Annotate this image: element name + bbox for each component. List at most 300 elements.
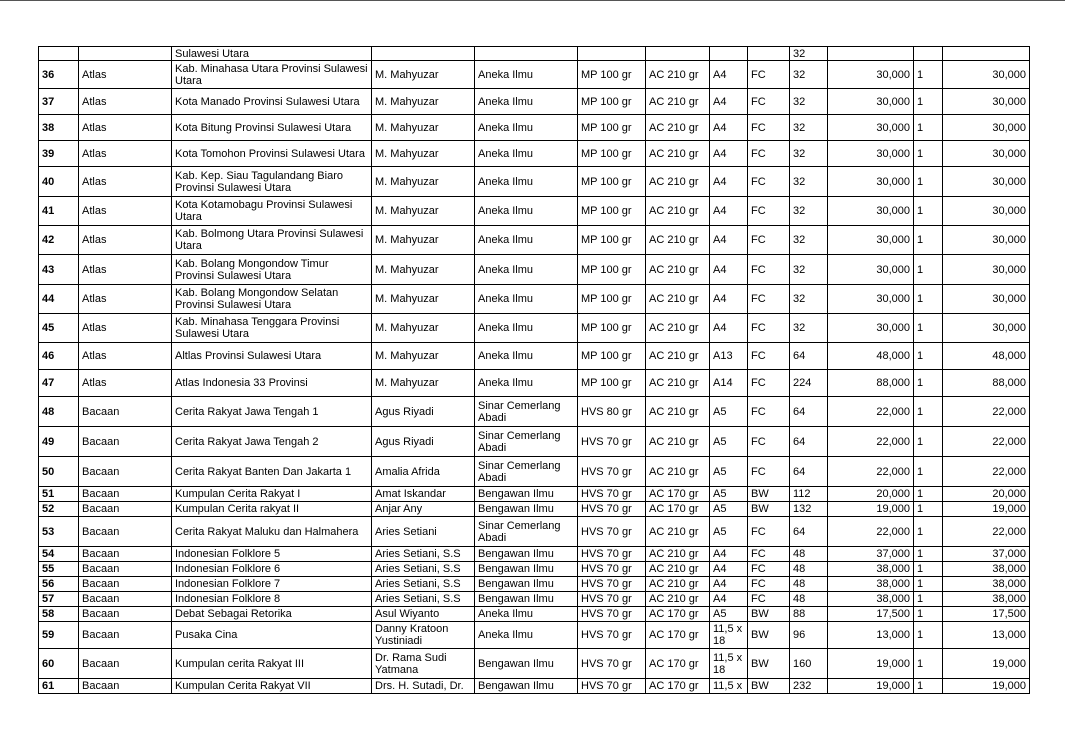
cell-qty: 1 <box>914 314 943 343</box>
book-catalog-table <box>38 46 1030 694</box>
cell-judul: Kab. Minahasa Utara Provinsi Sulawesi Utara <box>172 61 372 89</box>
cell-total: 38,000 <box>943 577 1030 592</box>
cell-harga: 30,000 <box>828 61 914 89</box>
cell-kategori: Bacaan <box>79 577 172 592</box>
cell-ukuran: A5 <box>710 517 748 547</box>
cell-ukuran: A4 <box>710 285 748 314</box>
table-row <box>39 502 1030 517</box>
cell-kategori: Bacaan <box>79 562 172 577</box>
cell-harga: 22,000 <box>828 517 914 547</box>
cell-judul: Cerita Rakyat Banten Dan Jakarta 1 <box>172 457 372 487</box>
cell-cover: AC 210 gr <box>646 517 710 547</box>
table-row <box>39 314 1030 343</box>
cell-harga: 22,000 <box>828 397 914 427</box>
cell-no: 37 <box>39 89 79 115</box>
cell-qty: 1 <box>914 167 943 197</box>
cell-no: 36 <box>39 61 79 89</box>
cell-cover <box>646 47 710 61</box>
cell-ukuran: A4 <box>710 314 748 343</box>
cell-kategori: Bacaan <box>79 607 172 622</box>
cell-ukuran: A4 <box>710 197 748 226</box>
cell-penerbit: Bengawan Ilmu <box>475 577 578 592</box>
cell-no: 54 <box>39 547 79 562</box>
cell-ukuran: A5 <box>710 427 748 457</box>
cell-harga <box>828 47 914 61</box>
cell-total: 22,000 <box>943 397 1030 427</box>
cell-isi: HVS 70 gr <box>578 547 646 562</box>
cell-qty: 1 <box>914 622 943 649</box>
cell-cover: AC 210 gr <box>646 427 710 457</box>
cell-isi: MP 100 gr <box>578 314 646 343</box>
cell-judul: Kota Bitung Provinsi Sulawesi Utara <box>172 115 372 141</box>
cell-harga: 22,000 <box>828 457 914 487</box>
cell-total: 88,000 <box>943 370 1030 397</box>
cell-total: 30,000 <box>943 89 1030 115</box>
cell-kategori: Bacaan <box>79 592 172 607</box>
cell-harga: 13,000 <box>828 622 914 649</box>
cell-total: 22,000 <box>943 517 1030 547</box>
table-row <box>39 607 1030 622</box>
cell-hal: 48 <box>790 592 828 607</box>
cell-pengarang: Amat Iskandar <box>372 487 475 502</box>
cell-no: 58 <box>39 607 79 622</box>
cell-kategori: Atlas <box>79 226 172 255</box>
cell-total: 19,000 <box>943 679 1030 694</box>
cell-warna: FC <box>748 592 790 607</box>
cell-pengarang: M. Mahyuzar <box>372 343 475 370</box>
cell-isi: MP 100 gr <box>578 370 646 397</box>
cell-total: 30,000 <box>943 314 1030 343</box>
cell-kategori: Bacaan <box>79 397 172 427</box>
cell-cover: AC 210 gr <box>646 577 710 592</box>
cell-kategori: Atlas <box>79 115 172 141</box>
cell-penerbit: Bengawan Ilmu <box>475 487 578 502</box>
cell-warna: FC <box>748 197 790 226</box>
cell-ukuran: A5 <box>710 397 748 427</box>
cell-kategori: Atlas <box>79 197 172 226</box>
cell-judul: Debat Sebagai Retorika <box>172 607 372 622</box>
cell-harga: 30,000 <box>828 89 914 115</box>
cell-kategori: Bacaan <box>79 679 172 694</box>
table-row <box>39 343 1030 370</box>
cell-ukuran: A4 <box>710 255 748 285</box>
cell-qty: 1 <box>914 343 943 370</box>
cell-total: 17,500 <box>943 607 1030 622</box>
cell-cover: AC 210 gr <box>646 89 710 115</box>
cell-harga: 17,500 <box>828 607 914 622</box>
cell-no: 46 <box>39 343 79 370</box>
cell-penerbit: Aneka Ilmu <box>475 61 578 89</box>
cell-judul: Sulawesi Utara <box>172 47 372 61</box>
cell-judul: Kab. Minahasa Tenggara Provinsi Sulawesi Utara <box>172 314 372 343</box>
cell-isi: HVS 70 gr <box>578 622 646 649</box>
cell-harga: 30,000 <box>828 226 914 255</box>
cell-ukuran: A4 <box>710 61 748 89</box>
table-row <box>39 397 1030 427</box>
cell-pengarang: M. Mahyuzar <box>372 167 475 197</box>
cell-hal: 32 <box>790 115 828 141</box>
cell-cover: AC 210 gr <box>646 592 710 607</box>
cell-total: 30,000 <box>943 255 1030 285</box>
cell-qty: 1 <box>914 61 943 89</box>
cell-pengarang: M. Mahyuzar <box>372 115 475 141</box>
cell-pengarang: Dr. Rama Sudi Yatmana <box>372 649 475 679</box>
cell-ukuran: 11,5 x 18 <box>710 622 748 649</box>
cell-penerbit: Bengawan Ilmu <box>475 649 578 679</box>
cell-total: 30,000 <box>943 285 1030 314</box>
cell-warna: FC <box>748 141 790 167</box>
cell-kategori: Atlas <box>79 61 172 89</box>
cell-ukuran: A4 <box>710 226 748 255</box>
cell-penerbit: Sinar Cemerlang Abadi <box>475 457 578 487</box>
cell-no: 38 <box>39 115 79 141</box>
cell-warna: FC <box>748 370 790 397</box>
cell-isi: HVS 70 gr <box>578 457 646 487</box>
cell-penerbit: Aneka Ilmu <box>475 89 578 115</box>
cell-cover: AC 170 gr <box>646 679 710 694</box>
cell-cover: AC 210 gr <box>646 562 710 577</box>
cell-harga: 19,000 <box>828 649 914 679</box>
cell-ukuran: 11,5 x <box>710 679 748 694</box>
cell-hal: 64 <box>790 427 828 457</box>
cell-penerbit: Bengawan Ilmu <box>475 547 578 562</box>
cell-isi: HVS 80 gr <box>578 397 646 427</box>
cell-kategori: Atlas <box>79 314 172 343</box>
cell-no: 52 <box>39 502 79 517</box>
cell-no: 42 <box>39 226 79 255</box>
page-top-border <box>0 0 1065 1</box>
cell-ukuran: A4 <box>710 115 748 141</box>
cell-no: 43 <box>39 255 79 285</box>
cell-ukuran: A4 <box>710 167 748 197</box>
table-row <box>39 285 1030 314</box>
cell-qty <box>914 47 943 61</box>
cell-pengarang: M. Mahyuzar <box>372 226 475 255</box>
cell-pengarang: Aries Setiani, S.S <box>372 562 475 577</box>
cell-cover: AC 170 gr <box>646 649 710 679</box>
cell-no: 59 <box>39 622 79 649</box>
cell-penerbit: Aneka Ilmu <box>475 115 578 141</box>
cell-isi: HVS 70 gr <box>578 679 646 694</box>
cell-pengarang: Aries Setiani, S.S <box>372 547 475 562</box>
cell-total: 22,000 <box>943 427 1030 457</box>
cell-kategori: Bacaan <box>79 649 172 679</box>
cell-judul: Kumpulan cerita Rakyat III <box>172 649 372 679</box>
cell-total <box>943 47 1030 61</box>
cell-qty: 1 <box>914 649 943 679</box>
table-body <box>39 47 1030 694</box>
cell-qty: 1 <box>914 487 943 502</box>
cell-cover: AC 210 gr <box>646 255 710 285</box>
cell-judul: Kab. Bolang Mongondow Timur Provinsi Sulawesi Utara <box>172 255 372 285</box>
cell-no: 41 <box>39 197 79 226</box>
cell-isi: MP 100 gr <box>578 115 646 141</box>
cell-isi: MP 100 gr <box>578 285 646 314</box>
cell-harga: 30,000 <box>828 285 914 314</box>
cell-hal: 48 <box>790 577 828 592</box>
cell-ukuran: A4 <box>710 562 748 577</box>
cell-warna: FC <box>748 314 790 343</box>
cell-kategori <box>79 47 172 61</box>
cell-penerbit: Aneka Ilmu <box>475 226 578 255</box>
cell-kategori: Bacaan <box>79 622 172 649</box>
cell-judul: Kab. Bolang Mongondow Selatan Provinsi Sulawesi Utara <box>172 285 372 314</box>
cell-judul: Kab. Kep. Siau Tagulandang Biaro Provinsi Sulawesi Utara <box>172 167 372 197</box>
cell-pengarang: Agus Riyadi <box>372 397 475 427</box>
cell-pengarang: Asul Wiyanto <box>372 607 475 622</box>
cell-qty: 1 <box>914 547 943 562</box>
cell-isi <box>578 47 646 61</box>
cell-isi: MP 100 gr <box>578 167 646 197</box>
cell-kategori: Bacaan <box>79 547 172 562</box>
cell-isi: HVS 70 gr <box>578 427 646 457</box>
cell-warna: FC <box>748 517 790 547</box>
table-row <box>39 547 1030 562</box>
cell-pengarang: Agus Riyadi <box>372 427 475 457</box>
cell-ukuran: A5 <box>710 502 748 517</box>
cell-total: 13,000 <box>943 622 1030 649</box>
cell-harga: 30,000 <box>828 197 914 226</box>
cell-warna: BW <box>748 622 790 649</box>
cell-cover: AC 210 gr <box>646 115 710 141</box>
cell-harga: 38,000 <box>828 562 914 577</box>
table-row <box>39 61 1030 89</box>
cell-total: 48,000 <box>943 343 1030 370</box>
table-row <box>39 562 1030 577</box>
cell-total: 30,000 <box>943 197 1030 226</box>
cell-isi: MP 100 gr <box>578 255 646 285</box>
cell-qty: 1 <box>914 592 943 607</box>
cell-warna: FC <box>748 226 790 255</box>
cell-hal: 32 <box>790 226 828 255</box>
table-row <box>39 255 1030 285</box>
cell-qty: 1 <box>914 457 943 487</box>
cell-pengarang <box>372 47 475 61</box>
cell-qty: 1 <box>914 255 943 285</box>
cell-ukuran: A5 <box>710 607 748 622</box>
cell-no: 56 <box>39 577 79 592</box>
cell-warna: FC <box>748 285 790 314</box>
cell-harga: 30,000 <box>828 167 914 197</box>
table-row <box>39 89 1030 115</box>
cell-hal: 32 <box>790 61 828 89</box>
cell-cover: AC 210 gr <box>646 226 710 255</box>
table-row <box>39 197 1030 226</box>
cell-warna: FC <box>748 577 790 592</box>
table-row <box>39 141 1030 167</box>
cell-warna: BW <box>748 487 790 502</box>
cell-isi: HVS 70 gr <box>578 502 646 517</box>
cell-judul: Kumpulan Cerita Rakyat I <box>172 487 372 502</box>
cell-cover: AC 210 gr <box>646 167 710 197</box>
cell-hal: 64 <box>790 517 828 547</box>
cell-penerbit: Aneka Ilmu <box>475 622 578 649</box>
cell-cover: AC 170 gr <box>646 622 710 649</box>
cell-hal: 88 <box>790 607 828 622</box>
table-row <box>39 592 1030 607</box>
cell-warna: FC <box>748 343 790 370</box>
cell-total: 19,000 <box>943 649 1030 679</box>
cell-penerbit: Bengawan Ilmu <box>475 562 578 577</box>
cell-no <box>39 47 79 61</box>
cell-no: 47 <box>39 370 79 397</box>
cell-penerbit: Aneka Ilmu <box>475 607 578 622</box>
cell-isi: MP 100 gr <box>578 89 646 115</box>
cell-cover: AC 210 gr <box>646 397 710 427</box>
cell-qty: 1 <box>914 197 943 226</box>
cell-hal: 32 <box>790 167 828 197</box>
cell-kategori: Atlas <box>79 89 172 115</box>
cell-hal: 64 <box>790 343 828 370</box>
cell-hal: 64 <box>790 457 828 487</box>
cell-ukuran: A5 <box>710 457 748 487</box>
table-row <box>39 47 1030 61</box>
cell-no: 60 <box>39 649 79 679</box>
cell-total: 19,000 <box>943 502 1030 517</box>
cell-warna: FC <box>748 562 790 577</box>
cell-total: 30,000 <box>943 226 1030 255</box>
cell-total: 30,000 <box>943 141 1030 167</box>
cell-harga: 19,000 <box>828 679 914 694</box>
cell-hal: 32 <box>790 89 828 115</box>
cell-no: 45 <box>39 314 79 343</box>
cell-isi: MP 100 gr <box>578 226 646 255</box>
cell-isi: HVS 70 gr <box>578 517 646 547</box>
cell-judul: Altlas Provinsi Sulawesi Utara <box>172 343 372 370</box>
cell-judul: Kota Tomohon Provinsi Sulawesi Utara <box>172 141 372 167</box>
cell-harga: 30,000 <box>828 115 914 141</box>
cell-pengarang: M. Mahyuzar <box>372 370 475 397</box>
cell-cover: AC 210 gr <box>646 343 710 370</box>
cell-total: 37,000 <box>943 547 1030 562</box>
cell-hal: 224 <box>790 370 828 397</box>
cell-judul: Kab. Bolmong Utara Provinsi Sulawesi Utara <box>172 226 372 255</box>
cell-qty: 1 <box>914 115 943 141</box>
cell-judul: Indonesian Folklore 8 <box>172 592 372 607</box>
cell-pengarang: Amalia Afrida <box>372 457 475 487</box>
table-row <box>39 115 1030 141</box>
cell-isi: HVS 70 gr <box>578 487 646 502</box>
cell-pengarang: Drs. H. Sutadi, Dr. <box>372 679 475 694</box>
cell-warna: FC <box>748 397 790 427</box>
cell-warna: FC <box>748 115 790 141</box>
cell-cover: AC 210 gr <box>646 285 710 314</box>
table-row <box>39 517 1030 547</box>
cell-warna: BW <box>748 679 790 694</box>
cell-pengarang: M. Mahyuzar <box>372 197 475 226</box>
cell-kategori: Bacaan <box>79 427 172 457</box>
table-row <box>39 622 1030 649</box>
cell-pengarang: M. Mahyuzar <box>372 89 475 115</box>
cell-warna: BW <box>748 502 790 517</box>
cell-isi: HVS 70 gr <box>578 562 646 577</box>
cell-total: 20,000 <box>943 487 1030 502</box>
cell-no: 49 <box>39 427 79 457</box>
cell-isi: MP 100 gr <box>578 343 646 370</box>
cell-qty: 1 <box>914 226 943 255</box>
cell-hal: 32 <box>790 141 828 167</box>
cell-isi: HVS 70 gr <box>578 592 646 607</box>
table-row <box>39 226 1030 255</box>
cell-qty: 1 <box>914 285 943 314</box>
cell-penerbit: Aneka Ilmu <box>475 370 578 397</box>
cell-cover: AC 210 gr <box>646 370 710 397</box>
cell-cover: AC 170 gr <box>646 607 710 622</box>
cell-isi: HVS 70 gr <box>578 577 646 592</box>
cell-cover: AC 210 gr <box>646 457 710 487</box>
cell-no: 39 <box>39 141 79 167</box>
table-row <box>39 679 1030 694</box>
cell-kategori: Bacaan <box>79 487 172 502</box>
cell-judul: Cerita Rakyat Jawa Tengah 2 <box>172 427 372 457</box>
cell-penerbit: Sinar Cemerlang Abadi <box>475 517 578 547</box>
cell-hal: 32 <box>790 285 828 314</box>
cell-warna: FC <box>748 89 790 115</box>
cell-penerbit <box>475 47 578 61</box>
cell-ukuran: A5 <box>710 487 748 502</box>
cell-hal: 160 <box>790 649 828 679</box>
cell-penerbit: Aneka Ilmu <box>475 343 578 370</box>
cell-total: 30,000 <box>943 61 1030 89</box>
cell-warna: FC <box>748 61 790 89</box>
cell-pengarang: Aries Setiani, S.S <box>372 592 475 607</box>
cell-qty: 1 <box>914 141 943 167</box>
table-row <box>39 487 1030 502</box>
cell-pengarang: M. Mahyuzar <box>372 61 475 89</box>
cell-pengarang: M. Mahyuzar <box>372 314 475 343</box>
cell-penerbit: Aneka Ilmu <box>475 197 578 226</box>
cell-hal: 96 <box>790 622 828 649</box>
cell-judul: Indonesian Folklore 7 <box>172 577 372 592</box>
cell-harga: 22,000 <box>828 427 914 457</box>
cell-kategori: Bacaan <box>79 502 172 517</box>
cell-qty: 1 <box>914 679 943 694</box>
cell-judul: Atlas Indonesia 33 Provinsi <box>172 370 372 397</box>
cell-qty: 1 <box>914 397 943 427</box>
cell-hal: 64 <box>790 397 828 427</box>
cell-kategori: Bacaan <box>79 517 172 547</box>
cell-judul: Cerita Rakyat Jawa Tengah 1 <box>172 397 372 427</box>
cell-no: 48 <box>39 397 79 427</box>
cell-kategori: Bacaan <box>79 457 172 487</box>
cell-isi: MP 100 gr <box>578 197 646 226</box>
cell-total: 22,000 <box>943 457 1030 487</box>
cell-penerbit: Sinar Cemerlang Abadi <box>475 427 578 457</box>
cell-hal: 48 <box>790 547 828 562</box>
cell-pengarang: Danny Kratoon Yustiniadi <box>372 622 475 649</box>
cell-penerbit: Bengawan Ilmu <box>475 679 578 694</box>
cell-no: 51 <box>39 487 79 502</box>
cell-hal: 112 <box>790 487 828 502</box>
cell-hal: 48 <box>790 562 828 577</box>
cell-warna: BW <box>748 649 790 679</box>
cell-no: 40 <box>39 167 79 197</box>
cell-warna <box>748 47 790 61</box>
table-row <box>39 577 1030 592</box>
cell-harga: 48,000 <box>828 343 914 370</box>
cell-ukuran: A4 <box>710 141 748 167</box>
table-row <box>39 649 1030 679</box>
cell-cover: AC 210 gr <box>646 197 710 226</box>
cell-qty: 1 <box>914 577 943 592</box>
cell-judul: Indonesian Folklore 5 <box>172 547 372 562</box>
cell-penerbit: Aneka Ilmu <box>475 141 578 167</box>
cell-isi: HVS 70 gr <box>578 607 646 622</box>
cell-isi: MP 100 gr <box>578 141 646 167</box>
cell-qty: 1 <box>914 517 943 547</box>
cell-qty: 1 <box>914 427 943 457</box>
cell-penerbit: Aneka Ilmu <box>475 167 578 197</box>
